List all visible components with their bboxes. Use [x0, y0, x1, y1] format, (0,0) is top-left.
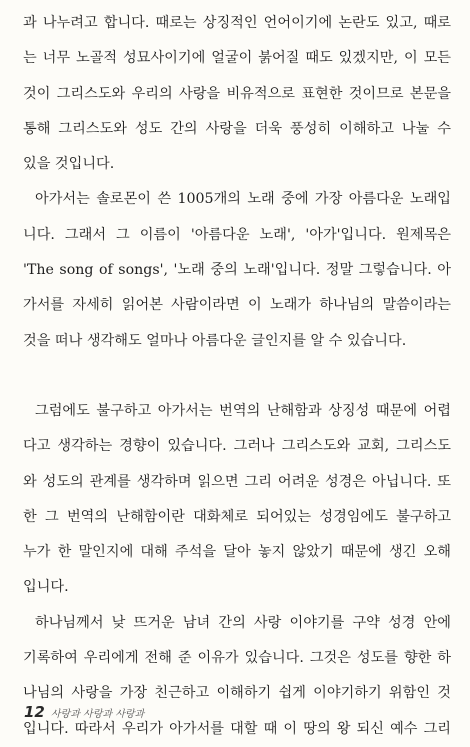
text-line: 것이 그리스도와 우리의 사랑을 비유적으로 표현한 것이므로 본문을	[23, 85, 451, 102]
paragraph-1	[23, 6, 451, 182]
text-line: 과 나누려고 합니다. 때로는 상징적인 언어이기에 논란도 있고, 때로	[23, 15, 451, 31]
text-line: 는 너무 노골적 성묘사이기에 얼굴이 붉어질 때도 있겠지만, 이 모든	[23, 50, 451, 67]
text-line: 입니다. 따라서 우리가 아가서를 대할 때 이 땅의 왕 되신 예수 그리	[23, 720, 451, 737]
text-line: 입니다.	[23, 579, 69, 596]
text-line: 기록하여 우리에게 전해 준 이유가 있습니다. 그것은 성도를 향한 하	[23, 650, 451, 667]
body-text	[23, 6, 451, 747]
text-line: 것을 떠나 생각해도 얼마나 아름다운 글인지를 알 수 있습니다.	[23, 332, 407, 349]
text-line: 그럼에도 불구하고 아가서는 번역의 난해함과 상징성 때문에 어렵	[35, 402, 451, 419]
text-line: 하나님께서 낮 뜨거운 남녀 간의 사랑 이야기를 구약 성경 안에	[35, 614, 451, 631]
text-line: 있을 것입니다.	[23, 156, 115, 173]
text-line: 누가 한 말인지에 대해 주석을 달아 놓지 않았기 때문에 생긴 오해	[23, 544, 451, 561]
text-line: 와 성도의 관계를 생각하며 읽으면 그리 어려운 성경은 아닙니다. 또	[23, 473, 451, 490]
text-line: 가서를 자세히 읽어본 사람이라면 이 노래가 하나님의 말씀이라는	[23, 297, 451, 314]
text-line: 다고 생각하는 경향이 있습니다. 그러나 그리스도와 교회, 그리스도	[23, 438, 451, 455]
paragraph-2	[23, 182, 451, 358]
text-line: 한 그 번역의 난해함이란 대화체로 되어있는 성경임에도 불구하고	[23, 508, 451, 525]
paragraph-4	[23, 606, 451, 747]
text-line: 니다. 그래서 그 이름이 '아름다운 노래', '아가'입니다. 원제목은	[23, 226, 451, 243]
page-footer	[24, 703, 144, 721]
text-line: 아가서는 솔로몬이 쓴 1005개의 노래 중에 가장 아름다운 노래입	[35, 191, 451, 208]
text-line: 'The song of songs', '노래 중의 노래'입니다. 정말 그렇습니다. 아	[23, 262, 451, 279]
text-line: 나님의 사랑을 가장 친근하고 이해하기 쉽게 이야기하기 위함인 것	[23, 685, 451, 702]
paragraph-3	[23, 394, 451, 606]
paragraph-gap	[23, 359, 451, 394]
page-number: 12	[24, 703, 45, 721]
running-title: 사랑과 사랑과 사랑과	[50, 709, 145, 720]
text-line: 통해 그리스도와 성도 간의 사랑을 더욱 풍성히 이해하고 나눌 수	[23, 120, 451, 137]
